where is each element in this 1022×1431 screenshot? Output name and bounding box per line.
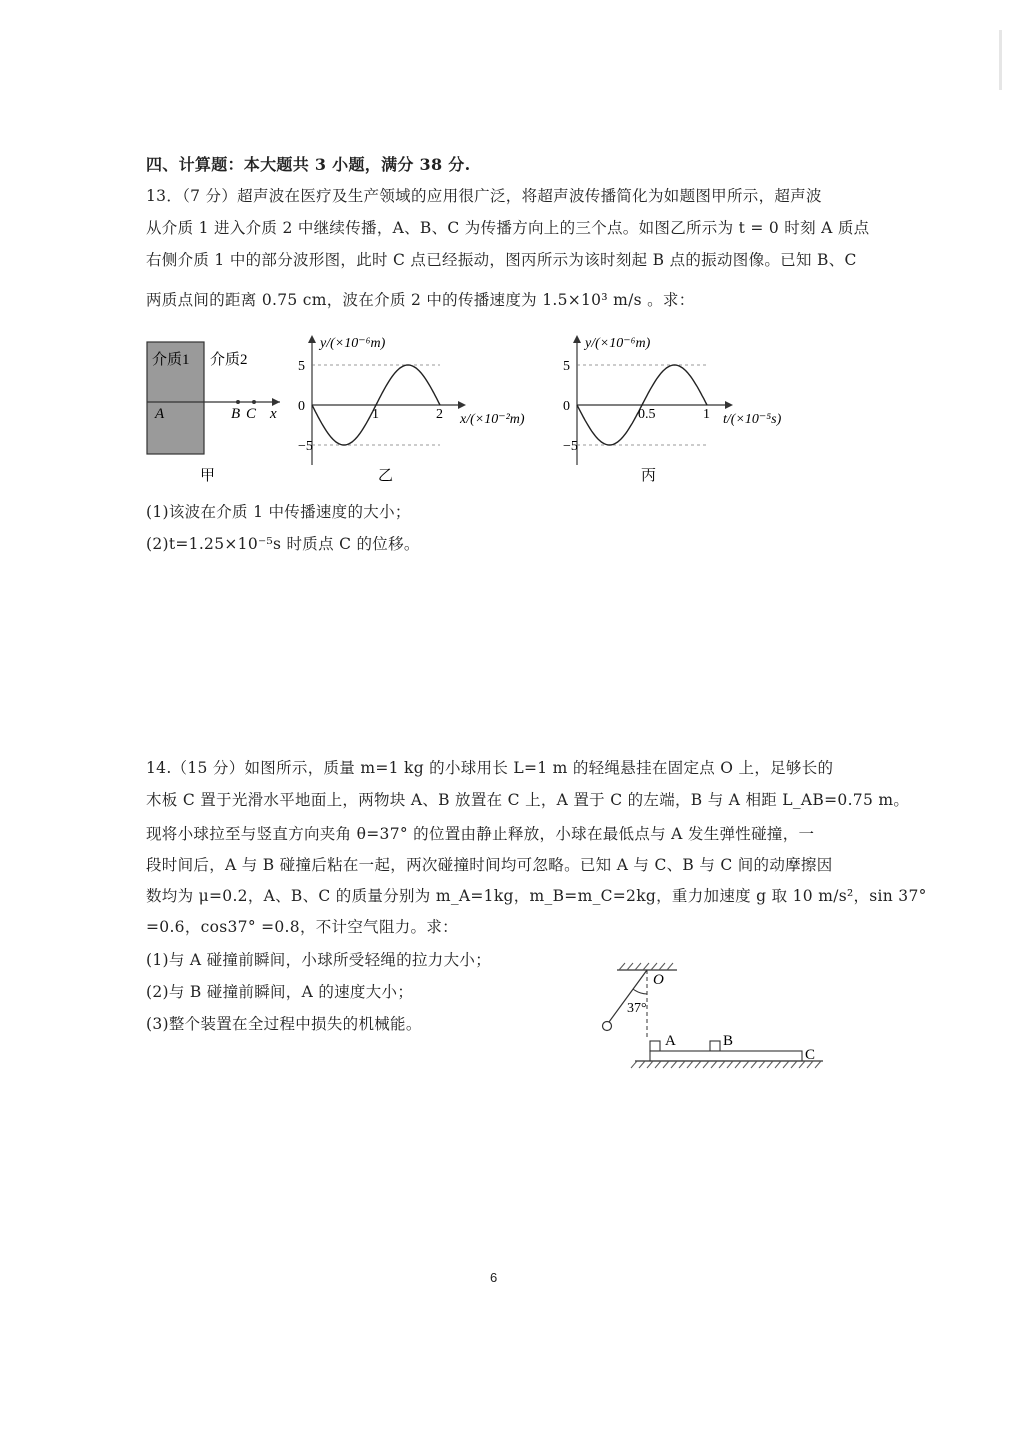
q14-sub-2: (2)与 B 碰撞前瞬间，A 的速度大小； — [146, 983, 414, 1001]
q14-sub-1: (1)与 A 碰撞前瞬间，小球所受轻绳的拉力大小； — [146, 951, 492, 969]
x-tick-label: 0.5 — [638, 407, 656, 422]
angle-label: 37° — [627, 1001, 647, 1016]
q14-line-5: 数均为 μ=0.2，A、B、C 的质量分别为 m_A=1kg，m_B=m_C=2kg，重力加速度 g 取 10 m/s²，sin 37° — [146, 887, 927, 905]
c-label: C — [805, 1047, 816, 1063]
block-a — [650, 1041, 660, 1051]
q14-line-3: 现将小球拉至与竖直方向夹角 θ=37° 的位置由静止释放，小球在最低点与 A 发生弹性碰撞，一 — [146, 825, 815, 843]
y-axis-label: y/(×10⁻⁶m) — [585, 336, 651, 351]
ball — [603, 1022, 612, 1031]
b-label: B — [723, 1033, 734, 1049]
y-tick-label: 5 — [298, 359, 305, 374]
chart-yi — [290, 325, 550, 490]
caption-bing: 丙 — [641, 468, 657, 484]
y-tick-label: 0 — [563, 399, 570, 414]
x-axis-arrow — [458, 401, 466, 409]
q13-sub-2: (2)t=1.25×10⁻⁵s 时质点 C 的位移。 — [146, 535, 420, 553]
q13-line-3: 右侧介质 1 中的部分波形图，此时 C 点已经振动，图丙所示为该时刻起 B 点的振动图像。已知 B、C — [146, 251, 857, 269]
q14-line-2: 木板 C 置于光滑水平地面上，两物块 A、B 放置在 C 上，A 置于 C 的左端，B 与 A 相距 L_AB=0.75 m。 — [146, 791, 910, 809]
x-axis-label: x/(×10⁻²m) — [460, 412, 525, 427]
block-b — [710, 1041, 720, 1051]
q13-line-4: 两质点间的距离 0.75 cm，波在介质 2 中的传播速度为 1.5×10³ m/s 。求： — [146, 291, 695, 309]
q14-line-4: 段时间后，A 与 B 碰撞后粘在一起，两次碰撞时间均可忽略。已知 A 与 C、B 与 C 间的动摩擦因 — [146, 856, 833, 874]
y-tick-label: 0 — [298, 399, 305, 414]
point-c-label: C — [246, 406, 257, 422]
caption-yi: 乙 — [378, 468, 394, 484]
x-label: x — [270, 406, 277, 422]
x-tick-label: 1 — [703, 407, 710, 422]
point-b — [236, 400, 240, 404]
q14-sub-3: (3)整个装置在全过程中损失的机械能。 — [146, 1015, 422, 1033]
board-c — [650, 1051, 802, 1061]
q14-line-1: 14.（15 分）如图所示，质量 m=1 kg 的小球用长 L=1 m 的轻绳悬挂在固定点 O 上，足够长的 — [146, 759, 834, 777]
angle-arc — [633, 989, 647, 994]
q13-line-2: 从介质 1 进入介质 2 中继续传播，A、B、C 为传播方向上的三个点。如图乙所示为 t = 0 时刻 A 质点 — [146, 219, 870, 237]
page-number: 6 — [490, 1270, 498, 1285]
point-a-label: A — [155, 406, 165, 422]
x-axis-label: t/(×10⁻⁵s) — [723, 412, 782, 427]
y-axis-label: y/(×10⁻⁶m) — [320, 336, 386, 351]
o-label: O — [653, 972, 664, 988]
y-tick-label: −5 — [563, 439, 578, 454]
point-b-label: B — [231, 406, 241, 422]
q13-sub-1: (1)该波在介质 1 中传播速度的大小； — [146, 503, 411, 521]
figure-jia — [140, 330, 290, 490]
y-axis-arrow — [308, 335, 316, 343]
section-title: 四、计算题：本大题共 3 小题，满分 38 分. — [146, 155, 471, 174]
scan-edge-mark — [999, 30, 1002, 90]
x-axis-arrow — [725, 401, 733, 409]
point-c — [252, 400, 256, 404]
y-axis-arrow — [573, 335, 581, 343]
a-label: A — [665, 1033, 676, 1049]
y-tick-label: 5 — [563, 359, 570, 374]
x-tick-label: 1 — [372, 407, 379, 422]
medium1-label: 介质1 — [152, 352, 190, 368]
x-tick-label: 2 — [436, 407, 443, 422]
chart-bing — [555, 325, 805, 490]
figure-q14 — [595, 960, 835, 1075]
q13-line-1: 13．（7 分）超声波在医疗及生产领域的应用很广泛，将超声波传播简化为如题图甲所示，超声波 — [146, 187, 822, 205]
y-tick-label: −5 — [298, 439, 313, 454]
medium2-label: 介质2 — [210, 352, 248, 368]
q14-line-6: =0.6，cos37° =0.8，不计空气阻力。求： — [146, 918, 458, 936]
axis-arrow — [272, 398, 280, 406]
caption-jia: 甲 — [200, 468, 216, 484]
